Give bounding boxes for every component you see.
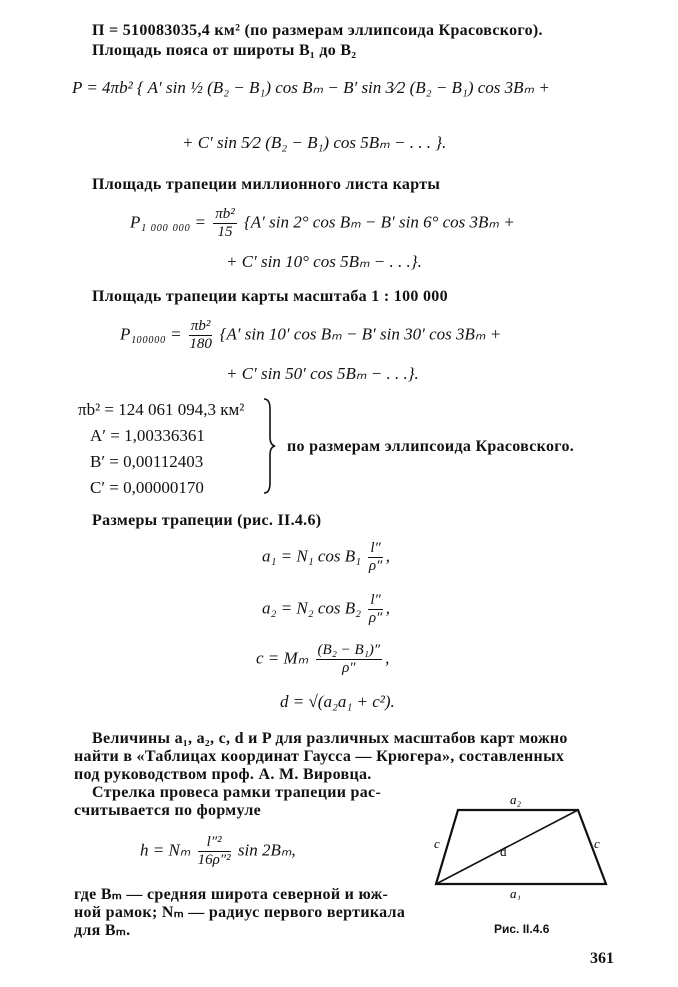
figure-caption: Рис. II.4.6 (494, 922, 550, 936)
formula-a1-fraction (368, 540, 382, 575)
formula-million-body: {A′ sin 2° cos Bₘ − B′ sin 6° cos 3Bₘ + (244, 212, 515, 232)
formula-a1: a₁ = N₁ cos B₁ $\frac{l''}{\rho''}$ , (262, 540, 391, 574)
formula-100000-den: 180 (189, 336, 212, 352)
figure-label-c-right: c (594, 836, 600, 851)
formula-100000-lhs: P₁₀₀₀₀₀ = (120, 324, 182, 344)
figure-label-c-left: c (434, 836, 440, 851)
constant-A: A′ = 1,00336361 (90, 426, 205, 445)
formula-a1-den: ρ″ (368, 558, 383, 574)
formula-h-den: 16ρ″² (197, 852, 231, 868)
constants-brace (262, 397, 276, 495)
formula-million-fraction (213, 206, 237, 241)
formula-c: c = Mₘ $\frac{\text{(B₂ − B₁)″}}{\rho''}$ , (256, 642, 390, 676)
figure-label-d: d (500, 844, 507, 859)
formula-million-lhs: P₁ ₀₀₀ ₀₀₀ = (130, 212, 206, 232)
formula-c-fraction (316, 642, 383, 677)
formula-h-fraction (198, 834, 231, 869)
constant-B: B′ = 0,00112403 (90, 452, 204, 471)
constant-pib2: πb² = 124 061 094,3 км² (78, 400, 245, 419)
formula-100000-num: πb² (190, 318, 211, 334)
area-total-line: П = 510083035,4 км² (по размерам эллипсоида Красовского). (92, 22, 543, 39)
paragraph-where-line2: ной рамок; Nₘ — радиус первого вертикала (74, 904, 406, 921)
million-sheet-heading: Площадь трапеции миллионного листа карты (92, 176, 441, 193)
paragraph-values-line2: найти в «Таблицах координат Гаусса — Крюгера», составленных (74, 748, 565, 765)
formula-100000-line2: + C′ sin 50′ cos 5Bₘ − . . .}. (226, 364, 419, 383)
paragraph-where-line1: где Bₘ — средняя широта северной и юж- (74, 886, 389, 903)
figure-label-a1: a₁ (510, 886, 522, 900)
formula-million-line2: + C′ sin 10° cos 5Bₘ − . . .}. (226, 252, 422, 271)
constants-note: по размерам эллипсоида Красовского. (287, 438, 575, 455)
formula-h-rhs: sin 2Bₘ, (237, 840, 296, 860)
formula-100000-fraction (189, 318, 213, 353)
formula-million-line1 (130, 206, 515, 241)
paragraph-values-line1: Величины a₁, a₂, c, d и P для различных масштабов карт можно (92, 730, 568, 747)
formula-million-num: πb² (215, 206, 235, 222)
formula-P-line2: + C′ sin 5⁄2 (B₂ − B₁) cos 5Bₘ − . . . }. (182, 133, 447, 152)
trapezoid-figure (418, 790, 618, 900)
formula-a1-lhs: a₁ = N₁ cos B₁ (262, 546, 362, 566)
formula-a2-fraction (368, 592, 382, 627)
paragraph-sag-line2: считывается по формуле (74, 802, 262, 819)
formula-h (140, 834, 296, 869)
formula-h-lhs: h = Nₘ (140, 840, 191, 860)
formula-c-den: ρ″ (342, 660, 356, 676)
paragraph-values-line3: под руководством проф. А. М. Вировца. (74, 766, 372, 783)
formula-a2-den: ρ″ (368, 610, 383, 626)
formula-a1-num: l″ (370, 540, 381, 556)
paragraph-where-line3: для Bₘ. (74, 922, 131, 939)
formula-100000-line1 (120, 318, 501, 353)
formula-a2-num: l″ (370, 592, 381, 608)
constant-C: C′ = 0,00000170 (90, 478, 204, 497)
scale-100000-heading: Площадь трапеции карты масштаба 1 : 100 000 (92, 288, 448, 305)
page-number: 361 (590, 950, 614, 967)
zone-area-heading: Площадь пояса от широты B₁ до B₂ (92, 42, 357, 59)
trapezoid-outline (436, 810, 606, 884)
formula-100000-body: {A′ sin 10′ cos Bₘ − B′ sin 30′ cos 3Bₘ + (219, 324, 502, 344)
formula-h-num: l″² (198, 834, 231, 852)
formula-a2: a₂ = N₂ cos B₂ $\frac{l''}{\rho''}$ , (262, 592, 391, 626)
formula-P-line1: P = 4πb² { A′ sin ½ (B₂ − B₁) cos Bₘ − B′ sin 3⁄2 (B₂ − B₁) cos 3Bₘ + (72, 78, 550, 97)
formula-d: d = √(a₂a₁ + c²). (280, 692, 395, 711)
formula-c-lhs: c = Mₘ (256, 648, 309, 668)
trapezoid-size-heading: Размеры трапеции (рис. II.4.6) (92, 512, 322, 529)
paragraph-sag-line1: Стрелка провеса рамки трапеции рас- (92, 784, 382, 801)
formula-a2-lhs: a₂ = N₂ cos B₂ (262, 598, 362, 618)
formula-c-num: (B₂ − B₁)″ (317, 642, 381, 658)
trapezoid-diagonal (436, 810, 578, 884)
figure-label-a2: a₂ (510, 792, 522, 807)
formula-million-den: 15 (217, 224, 233, 240)
